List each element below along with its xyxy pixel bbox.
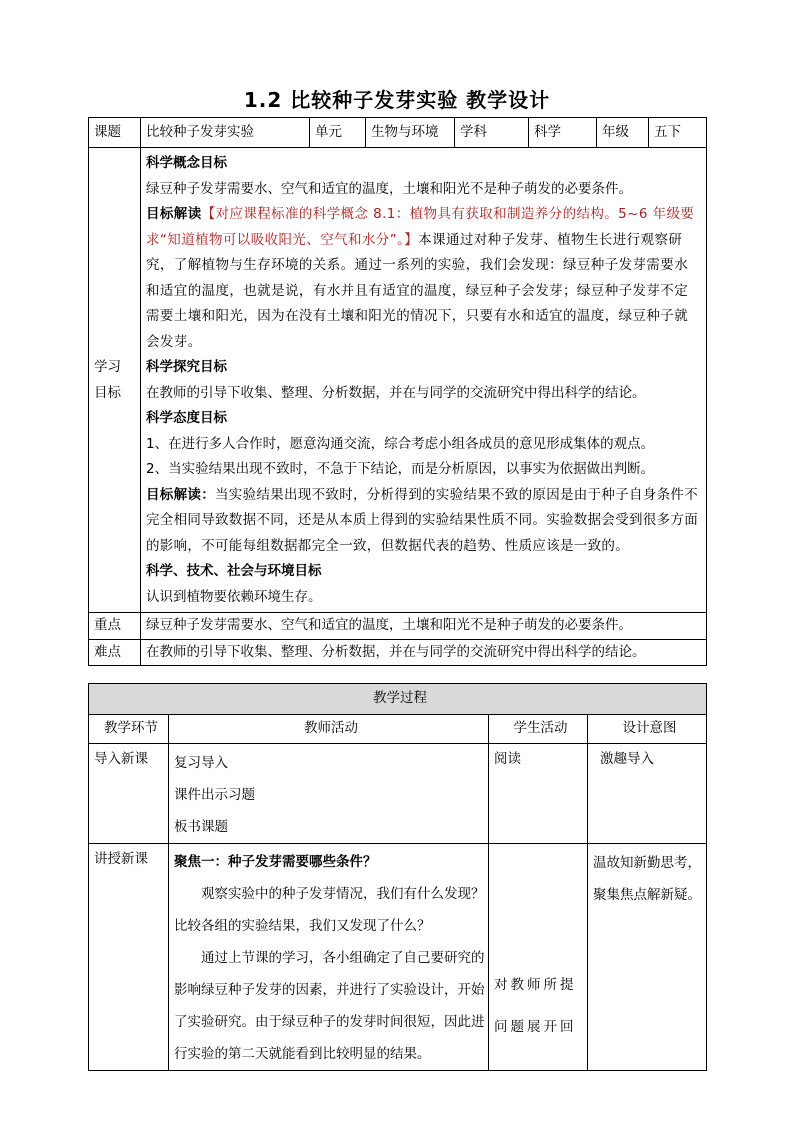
- grade-label: 年级: [597, 118, 649, 148]
- unit-label: 单元: [310, 118, 366, 148]
- concept-text: 绿豆种子发芽需要水、空气和适宜的温度，土壤和阳光不是种子萌发的必要条件。: [146, 180, 632, 197]
- teacher-paragraph-1: 观察实验中的种子发芽情况，我们有什么发现？比较各组的实验结果，我们又发现了什么？: [174, 886, 485, 934]
- key-point-text: 绿豆种子发芽需要水、空气和适宜的温度，土壤和阳光不是种子萌发的必要条件。: [141, 613, 707, 640]
- student-lesson: 对教师所提 问题展开回: [489, 844, 588, 1071]
- attitude-item-1: 1、在进行多人合作时，愿意沟通交流，综合考虑小组各成员的意见形成集体的观点。: [146, 435, 655, 452]
- key-point-row: [89, 613, 707, 640]
- inquiry-text: 在教师的引导下收集、整理、分析数据，并在与同学的交流研究中得出科学的结论。: [146, 384, 646, 401]
- unit-value: 生物与环境: [366, 118, 455, 148]
- col-student: 学生活动: [489, 715, 588, 744]
- lesson-info-table: [88, 117, 707, 666]
- process-section-title: 教学过程: [89, 684, 707, 715]
- process-row-lesson: [89, 844, 707, 1071]
- concept-interpretation: 目标解读【对应课程标准的科学概念 8.1：植物具有获取和制造养分的结构。5~6 年级要求“知道植物可以吸收阳光、空气和水分”。】本课通过对种子发芽、植物生长进行观察研究，了解植物与生存环境的关系。通过一系列的实验，我们会发现：绿豆种子发芽需要水和适宜的温度，也就是说，有水并且有适宜的温度，绿豆种子会发芽；绿豆种子发芽不定需要土壤和阳光，因为在没有土壤和阳光的情况下，只要有水和适宜的温度，绿豆种子就会发芽。: [146, 206, 695, 350]
- intent-lesson: 温故知新勤思考，聚集焦点解新疑。: [588, 844, 707, 1071]
- col-teacher: 教师活动: [169, 715, 489, 744]
- teacher-intro: 复习导入 课件出示习题 板书课题: [169, 744, 489, 844]
- goals-label: 学习 目标: [89, 148, 141, 613]
- stse-heading: 科学、技术、社会与环境目标: [146, 563, 322, 579]
- difficulty-row: [89, 639, 707, 666]
- inquiry-heading: 科学探究目标: [146, 359, 227, 375]
- attitude-item-2: 2、当实验结果出现不致时，不急于下结论，而是分析原因，以事实为依据做出判断。: [146, 461, 655, 477]
- concept-heading: 科学概念目标: [146, 155, 227, 171]
- stage-intro: 导入新课: [89, 744, 169, 844]
- grade-value: 五下: [649, 118, 707, 148]
- col-intent: 设计意图: [588, 715, 707, 744]
- process-header-row: [89, 715, 707, 744]
- teacher-lesson: [169, 844, 489, 1071]
- focus-heading: 聚焦一：种子发芽需要哪些条件？: [174, 854, 377, 870]
- col-stage: 教学环节: [89, 715, 169, 744]
- goals-row: [89, 148, 707, 613]
- page-title: 1.2 比较种子发芽实验 教学设计: [243, 88, 551, 112]
- difficulty-label: 难点: [89, 639, 141, 666]
- teaching-process-table: [88, 683, 707, 1071]
- subject-value: 科学: [529, 118, 597, 148]
- student-intro: 阅读: [489, 744, 588, 844]
- topic-value: 比较种子发芽实验: [141, 118, 310, 148]
- intent-intro: 激趣导入: [588, 744, 707, 844]
- subject-label: 学科: [455, 118, 529, 148]
- info-row: [89, 118, 707, 148]
- process-row-intro: [89, 744, 707, 844]
- process-section-row: [89, 684, 707, 715]
- key-point-label: 重点: [89, 613, 141, 640]
- stse-text: 认识到植物要依赖环境生存。: [146, 588, 322, 605]
- stage-lesson: 讲授新课: [89, 844, 169, 1071]
- attitude-heading: 科学态度目标: [146, 410, 227, 426]
- goals-content: [141, 148, 707, 613]
- topic-label: 课题: [89, 118, 141, 148]
- difficulty-text: 在教师的引导下收集、整理、分析数据，并在与同学的交流研究中得出科学的结论。: [141, 639, 707, 666]
- teacher-paragraph-2: 通过上节课的学习，各小组确定了自己要研究的影响绿豆种子发芽的因素，并进行了实验设计，开始了实验研究。由于绿豆种子的发芽时间很短，因此进行实验的第二天就能看到比较明显的结果。: [174, 950, 485, 1062]
- attitude-interpretation: 目标解读：当实验结果出现不致时，分析得到的实验结果不致的原因是由于种子自身条件不完全相同导致数据不同，还是从本质上得到的实验结果性质不同。实验数据会受到很多方面的影响，不可能每组数据都完全一致，但数据代表的趋势、性质应该是一致的。: [146, 486, 698, 554]
